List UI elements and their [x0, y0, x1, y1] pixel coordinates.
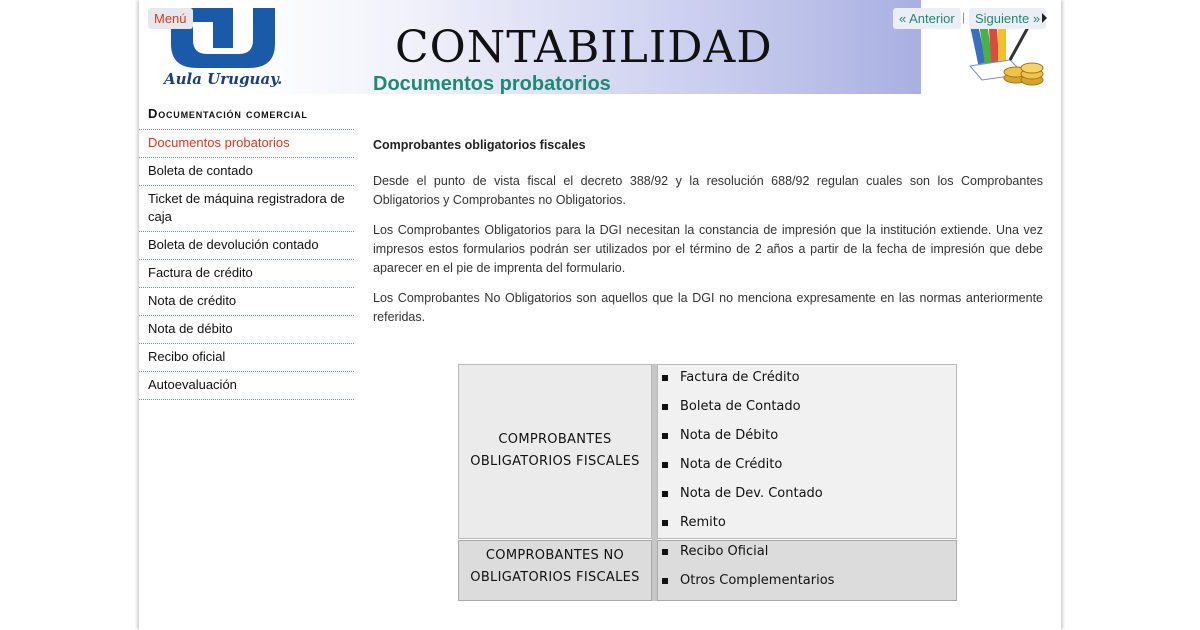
bullet-icon: [662, 462, 668, 468]
bullet-icon: [662, 433, 668, 439]
figure-label-no-obligatorios-1: COMPROBANTES NO: [485, 548, 625, 563]
sidebar-item-documentos-probatorios[interactable]: Documentos probatorios: [139, 130, 354, 158]
sidebar-item-ticket-maquina[interactable]: Ticket de máquina registradora de caja: [139, 186, 354, 232]
bullet-icon: [662, 404, 668, 410]
sidebar-item-autoevaluacion[interactable]: Autoevaluación: [139, 372, 354, 400]
menu-button[interactable]: Menú: [148, 8, 193, 29]
banner-title: CONTABILIDAD: [395, 22, 773, 73]
bullet-icon: [662, 520, 668, 526]
bullet-icon: [662, 375, 668, 381]
figure-item-label: Remito: [680, 515, 726, 530]
figure-item-label: Nota de Crédito: [680, 457, 783, 472]
figure-item: [662, 571, 834, 591]
content-subtitle: Comprobantes obligatorios fiscales: [373, 138, 586, 152]
bullet-icon: [662, 549, 668, 555]
figure-item-label: Nota de Débito: [680, 428, 779, 443]
sidebar-item-nota-credito[interactable]: Nota de crédito: [139, 288, 354, 316]
prev-button[interactable]: « Anterior: [893, 8, 961, 29]
logo-text: Aula Uruguay.: [164, 70, 283, 88]
figure-item-label: Recibo Oficial: [680, 544, 769, 559]
figure-label-no-obligatorios-2: OBLIGATORIOS FISCALES: [470, 570, 640, 585]
sidebar-item-boleta-contado[interactable]: Boleta de contado: [139, 158, 354, 186]
next-arrow-icon[interactable]: [1042, 13, 1047, 23]
figure-label-obligatorios-1: COMPROBANTES: [498, 432, 612, 447]
comprobantes-figure: [458, 364, 957, 601]
nav-separator: |: [962, 10, 966, 24]
figure-item-label: Otros Complementarios: [680, 573, 835, 588]
sidebar-heading: Documentación comercial: [148, 106, 308, 121]
content-paragraph-1: Desde el punto de vista fiscal el decreto 388/92 y la resolución 688/92 regulan cuales son los Comprobantes Obligatorios y Comprobantes no Obligatorios.: [373, 174, 1043, 207]
next-button[interactable]: Siguiente »: [969, 8, 1046, 29]
sidebar-item-nota-debito[interactable]: Nota de débito: [139, 316, 354, 344]
figure-item: [662, 513, 726, 533]
figure-label-obligatorios-2: OBLIGATORIOS FISCALES: [470, 454, 640, 469]
figure-item-label: Factura de Crédito: [680, 370, 800, 385]
figure-divider: [652, 364, 657, 601]
figure-item: [662, 426, 778, 446]
bullet-icon: [662, 578, 668, 584]
sidebar-item-recibo-oficial[interactable]: Recibo oficial: [139, 344, 354, 372]
figure-item: [662, 542, 768, 562]
sidebar-item-boleta-devolucion[interactable]: Boleta de devolución contado: [139, 232, 354, 260]
content-paragraph-3: Los Comprobantes No Obligatorios son aquellos que la DGI no menciona expresamente en las normas anteriormente referidas.: [373, 291, 1043, 324]
figure-item-label: Nota de Dev. Contado: [680, 486, 823, 501]
main-content: [373, 136, 1043, 338]
figure-item: [662, 484, 823, 504]
figure-item-label: Boleta de Contado: [680, 399, 801, 414]
figure-item: [662, 368, 800, 388]
sidebar-item-factura-credito[interactable]: Factura de crédito: [139, 260, 354, 288]
figure-item: [662, 455, 782, 475]
bullet-icon: [662, 491, 668, 497]
page-title: Documentos probatorios: [373, 73, 611, 95]
sidebar-nav: [139, 129, 354, 400]
figure-item: [662, 397, 801, 417]
content-paragraph-2: Los Comprobantes Obligatorios para la DGI necesitan la constancia de impresión que la institución extiende. Una vez impresos estos formularios podrán ser utilizados por el término de 2 años a partir de la fecha de impresión que debe aparecer en el pie de imprenta del formulario.: [373, 223, 1043, 275]
